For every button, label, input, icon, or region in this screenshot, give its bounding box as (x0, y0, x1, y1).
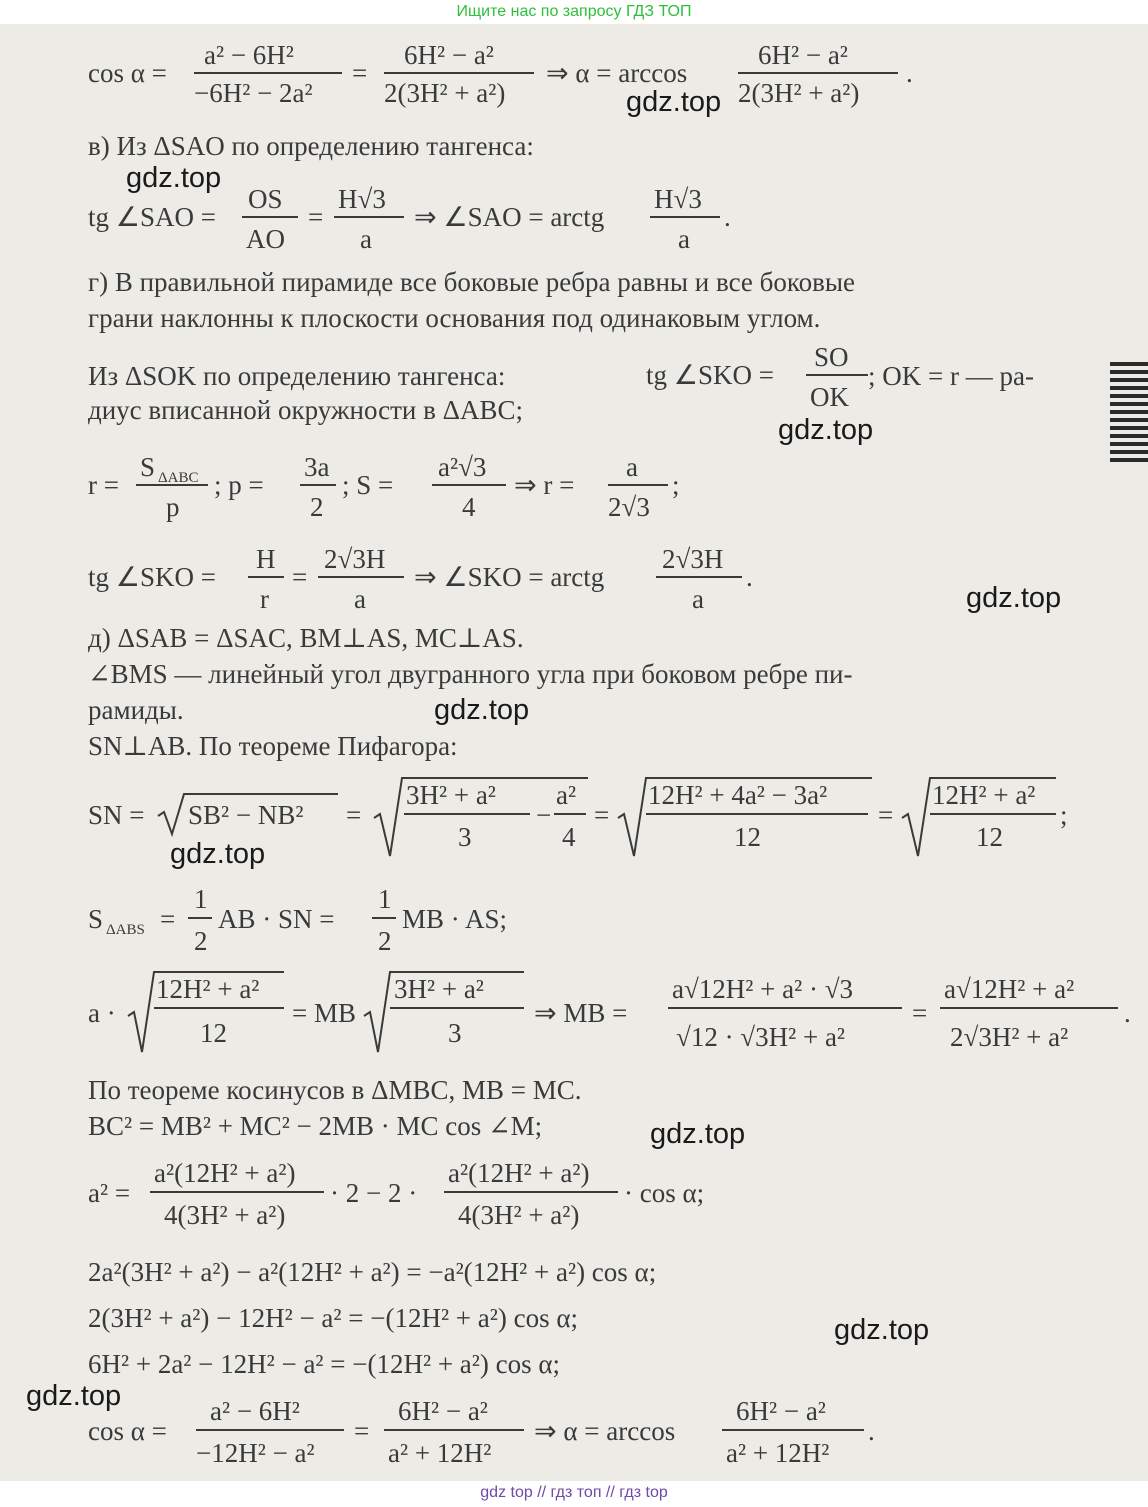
svg-text:.: . (724, 202, 731, 232)
svg-text:2√3H: 2√3H (662, 544, 724, 574)
svg-text:−6H² − 2a²: −6H² − 2a² (194, 78, 313, 108)
watermark: gdz.top (834, 1314, 930, 1346)
svg-text:=: = (346, 800, 362, 830)
svg-text:a: a (360, 224, 372, 254)
svg-text:a² − 6H²: a² − 6H² (204, 40, 294, 70)
svg-text:−12H² − a²: −12H² − a² (196, 1438, 315, 1468)
svg-text:cos α =: cos α = (88, 1416, 167, 1446)
formula-tg-sko-def (646, 340, 886, 416)
watermark: gdz.top (966, 582, 1062, 614)
watermark: gdz.top (26, 1380, 122, 1412)
svg-text:a: a (354, 584, 366, 614)
svg-text:H√3: H√3 (654, 184, 702, 214)
svg-text:a ·: a · (88, 998, 116, 1028)
svg-text:tg ∠SKO =: tg ∠SKO = (88, 562, 216, 592)
svg-text:p: p (166, 492, 180, 522)
text-d-line3: рамиды. (88, 695, 184, 725)
svg-text:;: ; (672, 470, 680, 500)
svg-text:H√3: H√3 (338, 184, 386, 214)
svg-text:⇒ ∠SAO = arctg: ⇒ ∠SAO = arctg (414, 202, 605, 232)
svg-text:a²: a² (556, 780, 577, 810)
watermark: gdz.top (778, 414, 874, 446)
text-d-line1: д) ΔSAB = ΔSAC, BM⊥AS, MC⊥AS. (88, 623, 524, 653)
svg-text:a² =: a² = (88, 1178, 131, 1208)
svg-text:2√3: 2√3 (608, 492, 650, 522)
text-eq-line3: 6H² + 2a² − 12H² − a² = −(12H² + a²) cos α; (88, 1349, 560, 1379)
svg-text:; S =: ; S = (342, 470, 394, 500)
svg-text:a² + 12H²: a² + 12H² (388, 1438, 492, 1468)
svg-text:.: . (746, 562, 753, 592)
svg-text:2: 2 (194, 926, 208, 956)
svg-text:S: S (140, 452, 156, 482)
text-d-line4: SN⊥AB. По теореме Пифагора: (88, 731, 458, 761)
watermark: gdz.top (434, 694, 530, 726)
text-g-line2: грани наклонны к плоскости основания под одинаковым углом. (88, 303, 821, 333)
svg-text:3H² + a²: 3H² + a² (406, 780, 496, 810)
svg-text:SO: SO (814, 342, 849, 372)
svg-text:3: 3 (448, 1018, 462, 1048)
svg-text:12: 12 (200, 1018, 227, 1048)
text-eq-line2: 2(3H² + a²) − 12H² − a² = −(12H² + a²) cos α; (88, 1303, 578, 1333)
svg-text:a²(12H² + a²): a²(12H² + a²) (154, 1158, 296, 1188)
watermark: gdz.top (170, 838, 266, 870)
text-sok-line2: диус вписанной окружности в ΔABC; (88, 395, 524, 425)
svg-text:=: = (594, 800, 610, 830)
svg-text:tg ∠SKO =: tg ∠SKO = (646, 360, 774, 390)
svg-text:4: 4 (462, 492, 476, 522)
svg-text:= MB: = MB (292, 998, 356, 1028)
text-cos-line2: BC² = MB² + MC² − 2MB · MC cos ∠M; (88, 1111, 543, 1141)
formula-r-p-s (88, 450, 708, 526)
svg-text:=: = (354, 1416, 370, 1446)
text-sok-line1b: ; OK = r — ра- (868, 361, 1034, 391)
svg-text:⇒ MB =: ⇒ MB = (534, 998, 628, 1028)
svg-text:6H² − a²: 6H² − a² (736, 1396, 826, 1426)
svg-text:6H² − a²: 6H² − a² (398, 1396, 488, 1426)
svg-text:12: 12 (734, 822, 761, 852)
svg-text:SB² − NB²: SB² − NB² (188, 800, 304, 830)
svg-text:√12 · √3H² + a²: √12 · √3H² + a² (676, 1022, 846, 1052)
svg-text:=: = (878, 800, 894, 830)
svg-text:cos α =: cos α = (88, 58, 167, 88)
svg-text:a²√3: a²√3 (438, 452, 487, 482)
svg-text:a² − 6H²: a² − 6H² (210, 1396, 300, 1426)
svg-text:OK: OK (810, 382, 849, 412)
top-banner[interactable]: Ищите нас по запросу ГДЗ ТОП (0, 0, 1148, 24)
text-g-line1: г) В правильной пирамиде все боковые ребра равны и все боковые (88, 267, 855, 297)
svg-text:⇒ ∠SKO = arctg: ⇒ ∠SKO = arctg (414, 562, 605, 592)
svg-text:H: H (256, 544, 276, 574)
svg-text:AB · SN =: AB · SN = (218, 904, 335, 934)
svg-text:−: − (536, 800, 552, 830)
svg-text:a: a (626, 452, 638, 482)
svg-text:SN =: SN = (88, 800, 145, 830)
text-cos-line1: По теореме косинусов в ΔMBC, MB = MC. (88, 1075, 582, 1105)
svg-text:2: 2 (310, 492, 324, 522)
svg-text:12H² + a²: 12H² + a² (932, 780, 1036, 810)
svg-text:2(3H² + a²): 2(3H² + a²) (738, 78, 860, 108)
svg-text:6H² − a²: 6H² − a² (758, 40, 848, 70)
svg-text:⇒ α = arccos: ⇒ α = arccos (546, 58, 688, 88)
svg-text:2: 2 (378, 926, 392, 956)
svg-text:a√12H² + a²: a√12H² + a² (944, 974, 1075, 1004)
svg-text:4(3H² + a²): 4(3H² + a²) (164, 1200, 286, 1230)
svg-text:2√3H² + a²: 2√3H² + a² (950, 1022, 1069, 1052)
svg-text:· 2 − 2 ·: · 2 − 2 · (330, 1178, 418, 1208)
svg-text:3: 3 (458, 822, 472, 852)
watermark: gdz.top (650, 1118, 746, 1150)
svg-text:· cos α;: · cos α; (624, 1178, 705, 1208)
svg-text:.: . (868, 1416, 875, 1446)
svg-text:=: = (352, 58, 368, 88)
svg-text:1: 1 (378, 884, 392, 914)
svg-text:⇒ α = arccos: ⇒ α = arccos (534, 1416, 676, 1446)
svg-text:; p =: ; p = (214, 470, 264, 500)
svg-text:12H² + a²: 12H² + a² (156, 974, 260, 1004)
formula-area-abs (88, 882, 548, 958)
text-v-intro: в) Из ΔSAO по определению тангенса: (88, 131, 534, 161)
svg-text:ΔABC: ΔABC (158, 470, 199, 486)
svg-text:12: 12 (976, 822, 1003, 852)
svg-text:4(3H² + a²): 4(3H² + a²) (458, 1200, 580, 1230)
formula-mb (88, 964, 1148, 1064)
svg-text:3H² + a²: 3H² + a² (394, 974, 484, 1004)
svg-text:1: 1 (194, 884, 208, 914)
svg-text:2√3H: 2√3H (324, 544, 386, 574)
formula-tg-sko (88, 540, 768, 620)
text-d-line2: ∠BMS — линейный угол двугранного угла при боковом ребре пи- (88, 659, 853, 689)
svg-text:=: = (160, 904, 176, 934)
watermark: gdz.top (626, 86, 722, 118)
svg-text:r =: r = (88, 470, 119, 500)
watermark: gdz.top (126, 162, 222, 194)
svg-text:a: a (678, 224, 690, 254)
svg-text:6H² − a²: 6H² − a² (404, 40, 494, 70)
svg-text:OS: OS (248, 184, 283, 214)
svg-text:12H² + 4a² − 3a²: 12H² + 4a² − 3a² (648, 780, 828, 810)
svg-text:r: r (260, 584, 269, 614)
svg-text:a√12H² + a² · √3: a√12H² + a² · √3 (672, 974, 854, 1004)
svg-text:ΔABS: ΔABS (106, 922, 145, 938)
svg-text:4: 4 (562, 822, 576, 852)
svg-text:a² + 12H²: a² + 12H² (726, 1438, 830, 1468)
formula-cos-alpha-2 (88, 1394, 908, 1474)
svg-text:2(3H² + a²): 2(3H² + a²) (384, 78, 506, 108)
formula-cos-alpha-1 (88, 38, 928, 112)
svg-text:AO: AO (246, 224, 285, 254)
text-eq-line1: 2a²(3H² + a²) − a²(12H² + a²) = −a²(12H² + a²) cos α; (88, 1257, 657, 1287)
svg-text:S: S (88, 904, 104, 934)
svg-text:MB · AS;: MB · AS; (402, 904, 508, 934)
svg-text:=: = (912, 998, 928, 1028)
svg-text:=: = (308, 202, 324, 232)
svg-text:a²(12H² + a²): a²(12H² + a²) (448, 1158, 590, 1188)
footer-banner[interactable]: gdz top // гдз топ // гдз top (0, 1481, 1148, 1507)
svg-text:3a: 3a (304, 452, 330, 482)
text-sok-line1: Из ΔSOK по определению тангенса: (88, 361, 506, 391)
svg-text:=: = (292, 562, 308, 592)
svg-text:⇒ r =: ⇒ r = (514, 470, 575, 500)
svg-text:.: . (906, 58, 913, 88)
page-tab-marker (1110, 362, 1148, 470)
svg-text:tg ∠SAO =: tg ∠SAO = (88, 202, 216, 232)
svg-text:;: ; (1060, 800, 1068, 830)
svg-text:.: . (1124, 998, 1131, 1028)
svg-text:a: a (692, 584, 704, 614)
formula-a-squared (88, 1156, 768, 1236)
